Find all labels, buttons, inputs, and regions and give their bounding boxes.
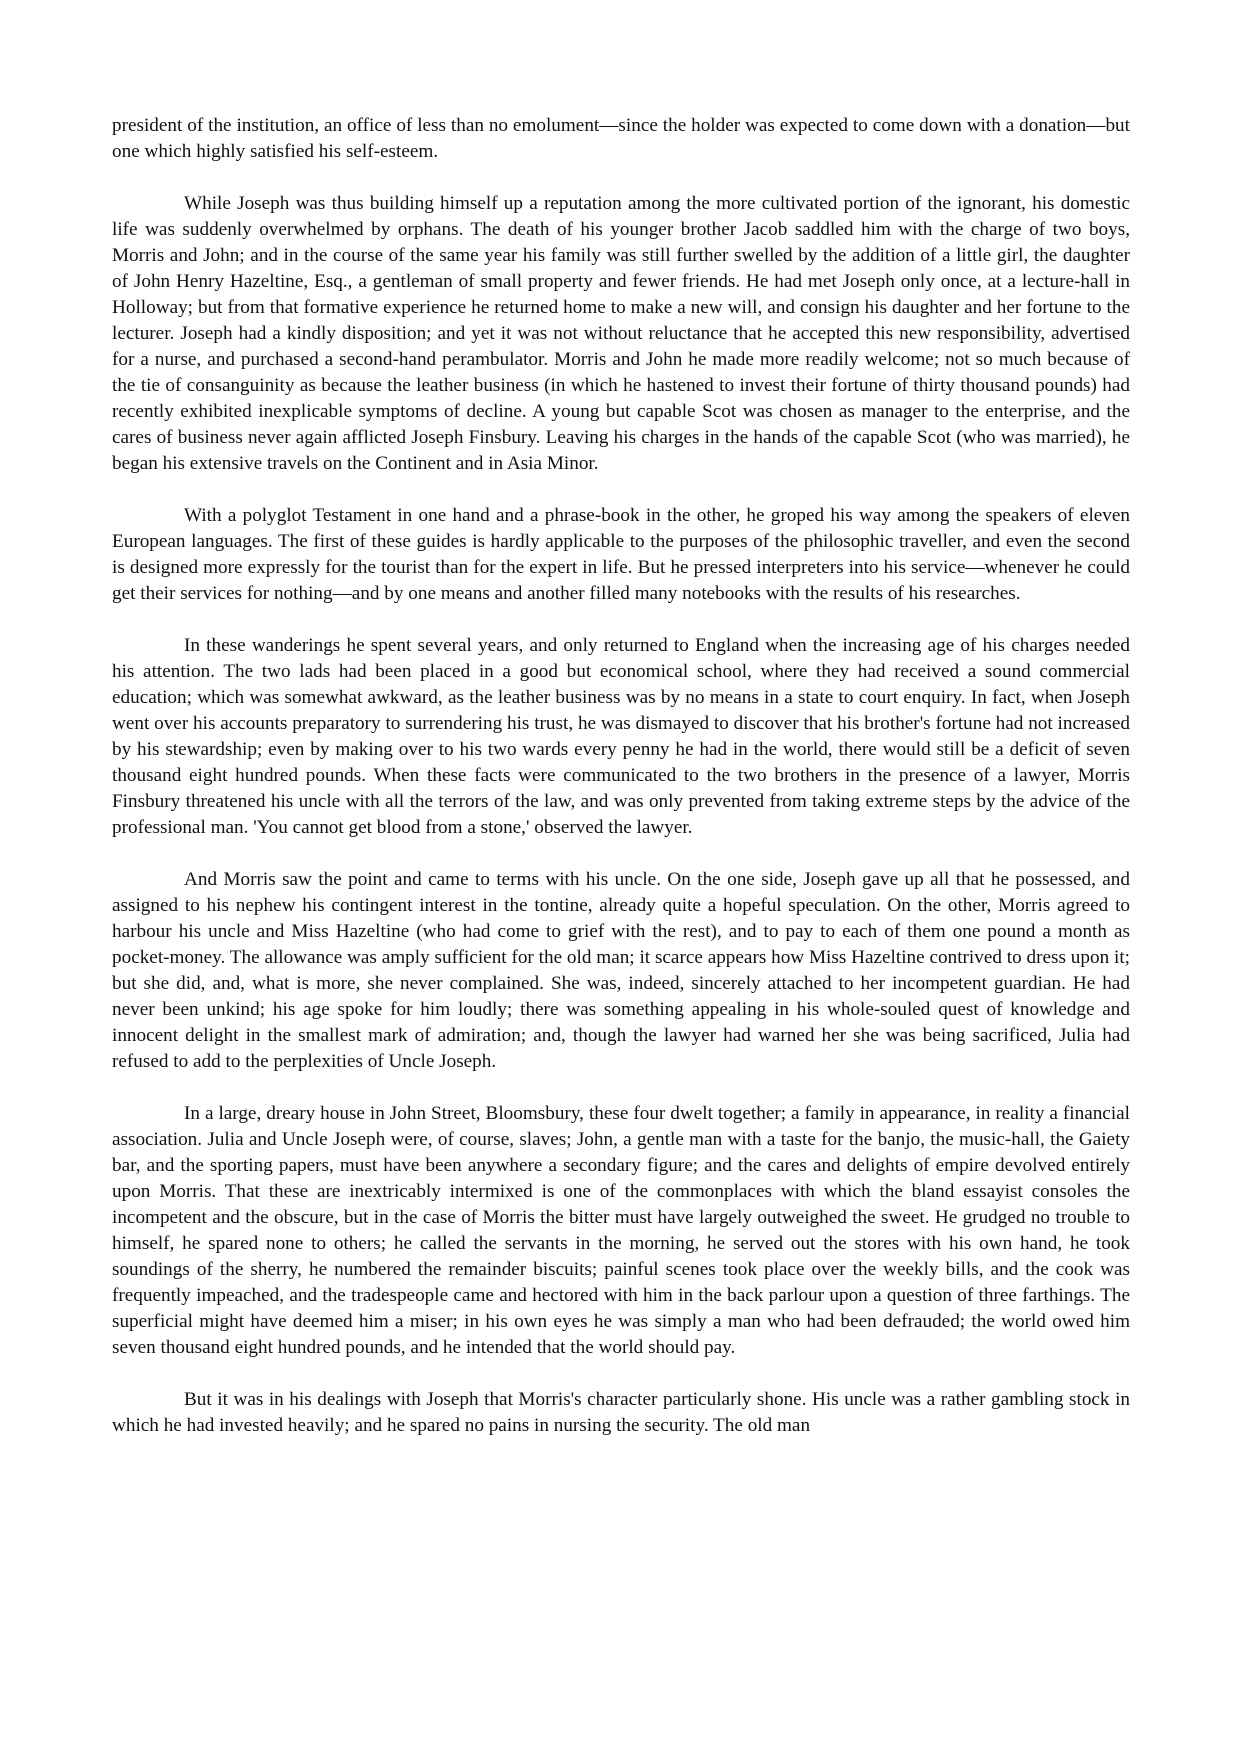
paragraph-dealings: But it was in his dealings with Joseph that Morris's character particularly shone. His uncle was a rather gambling stock in which he had invested heavily; and he spared no pains in nursing the security. The old man xyxy=(112,1389,1130,1436)
document-page xyxy=(112,113,1130,1465)
paragraph-household: In a large, dreary house in John Street, Bloomsbury, these four dwelt together; a family in appearance, in reality a financial association. Julia and Uncle Joseph were, of course, slaves; John, a gentle man with a taste for the banjo, the music-hall, the Gaiety bar, and the sporting papers, must have been anywhere a secondary figure; and the cares and delights of empire devolved entirely upon Morris. That these are inextricably intermixed is one of the commonplaces with which the bland essayist consoles the incompetent and the obscure, but in the case of Morris the bitter must have largely outweighed the sweet. He grudged no trouble to himself, he spared none to others; he called the servants in the morning, he served out the stores with his own hand, he took soundings of the sherry, he numbered the remainder biscuits; painful scenes took place over the weekly bills, and the cook was frequently impeached, and the tradespeople came and hectored with him in the back parlour upon a question of three farthings. The superficial might have deemed him a miser; in his own eyes he was simply a man who had been defrauded; the world owed him seven thousand eight hundred pounds, and he intended that the world should pay. xyxy=(112,1103,1130,1358)
paragraph-travels: With a polyglot Testament in one hand and a phrase-book in the other, he groped his way among the speakers of eleven European languages. The first of these guides is hardly applicable to the purposes of the philosophic traveller, and even the second is designed more expressly for the tourist than for the expert in life. But he pressed interpreters into his service—whenever he could get their services for nothing—and by one means and another filled many notebooks with the results of his researches. xyxy=(112,505,1130,604)
paragraph-return: In these wanderings he spent several years, and only returned to England when the increasing age of his charges needed his attention. The two lads had been placed in a good but economical school, where they had received a sound commercial education; which was somewhat awkward, as the leather business was by no means in a state to court enquiry. In fact, when Joseph went over his accounts preparatory to surrendering his trust, he was dismayed to discover that his brother's fortune had not increased by his stewardship; even by making over to his two wards every penny he had in the world, there would still be a deficit of seven thousand eight hundred pounds. When these facts were communicated to the two brothers in the presence of a lawyer, Morris Finsbury threatened his uncle with all the terrors of the law, and was only prevented from taking extreme steps by the advice of the professional man. 'You cannot get blood from a stone,' observed the lawyer. xyxy=(112,635,1130,838)
paragraph-orphans: While Joseph was thus building himself up a reputation among the more cultivated portion of the ignorant, his domestic life was suddenly overwhelmed by orphans. The death of his younger brother Jacob saddled him with the charge of two boys, Morris and John; and in the course of the same year his family was still further swelled by the addition of a little girl, the daughter of John Henry Hazeltine, Esq., a gentleman of small property and fewer friends. He had met Joseph only once, at a lecture-hall in Holloway; but from that formative experience he returned home to make a new will, and consign his daughter and her fortune to the lecturer. Joseph had a kindly disposition; and yet it was not without reluctance that he accepted this new responsibility, advertised for a nurse, and purchased a second-hand perambulator. Morris and John he made more readily welcome; not so much because of the tie of consanguinity as because the leather business (in which he hastened to invest their fortune of thirty thousand pounds) had recently exhibited inexplicable symptoms of decline. A young but capable Scot was chosen as manager to the enterprise, and the cares of business never again afflicted Joseph Finsbury. Leaving his charges in the hands of the capable Scot (who was married), he began his extensive travels on the Continent and in Asia Minor. xyxy=(112,193,1130,474)
paragraph-continuation: president of the institution, an office of less than no emolument—since the holder was expected to come down with a donation—but one which highly satisfied his self-esteem. xyxy=(112,115,1130,162)
paragraph-terms: And Morris saw the point and came to terms with his uncle. On the one side, Joseph gave up all that he possessed, and assigned to his nephew his contingent interest in the tontine, already quite a hopeful speculation. On the other, Morris agreed to harbour his uncle and Miss Hazeltine (who had come to grief with the rest), and to pay to each of them one pound a month as pocket-money. The allowance was amply sufficient for the old man; it scarce appears how Miss Hazeltine contrived to dress upon it; but she did, and, what is more, she never complained. She was, indeed, sincerely attached to her incompetent guardian. He had never been unkind; his age spoke for him loudly; there was something appealing in his whole-souled quest of knowledge and innocent delight in the smallest mark of admiration; and, though the lawyer had warned her she was being sacrificed, Julia had refused to add to the perplexities of Uncle Joseph. xyxy=(112,869,1130,1072)
